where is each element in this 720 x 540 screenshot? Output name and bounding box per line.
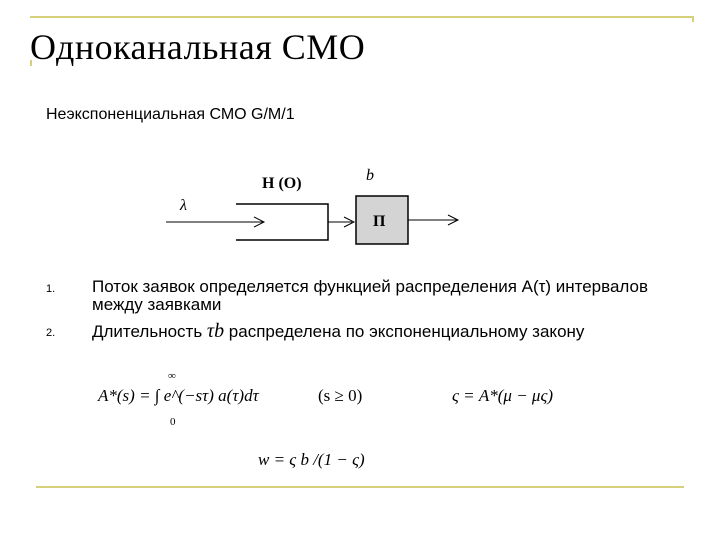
numbered-list xyxy=(46,278,686,349)
formula-waiting-time: w = ς b /(1 − ς) xyxy=(258,450,365,469)
list-number: 2. xyxy=(46,327,56,339)
formula-condition: (s ≥ 0) xyxy=(318,386,363,405)
tau-b-symbol: τb xyxy=(206,320,225,342)
list-item-text-after: распределена по экспоненциальному закону xyxy=(224,322,585,341)
queue-label: Н (О) xyxy=(262,175,302,192)
frame-top-line xyxy=(30,16,694,18)
list-number: 1. xyxy=(46,283,56,295)
frame-bottom-line xyxy=(36,486,684,488)
slide-subtitle: Неэкспоненциальная СМО G/M/1 xyxy=(46,106,295,123)
queue-diagram xyxy=(160,160,470,260)
lambda-label: λ xyxy=(180,197,187,214)
frame-right-tick xyxy=(692,16,694,22)
formula-laplace-transform: A*(s) = ∫ e^(−sτ) a(τ)dτ xyxy=(98,386,259,405)
list-item-text: Поток заявок определяется функцией распределения A(τ) интервалов между заявками xyxy=(92,277,649,314)
formula-sigma-equation: ς = A*(μ − μς) xyxy=(452,386,554,405)
integral-lower-limit: 0 xyxy=(170,416,176,428)
slide-title: Одноканальная СМО xyxy=(30,27,366,67)
integral-upper-limit: ∞ xyxy=(168,370,176,382)
list-item xyxy=(46,278,686,314)
list-item-text-before: Длительность xyxy=(92,322,207,341)
server-label: П xyxy=(373,213,386,230)
b-label: b xyxy=(366,167,374,184)
list-item xyxy=(46,322,686,341)
